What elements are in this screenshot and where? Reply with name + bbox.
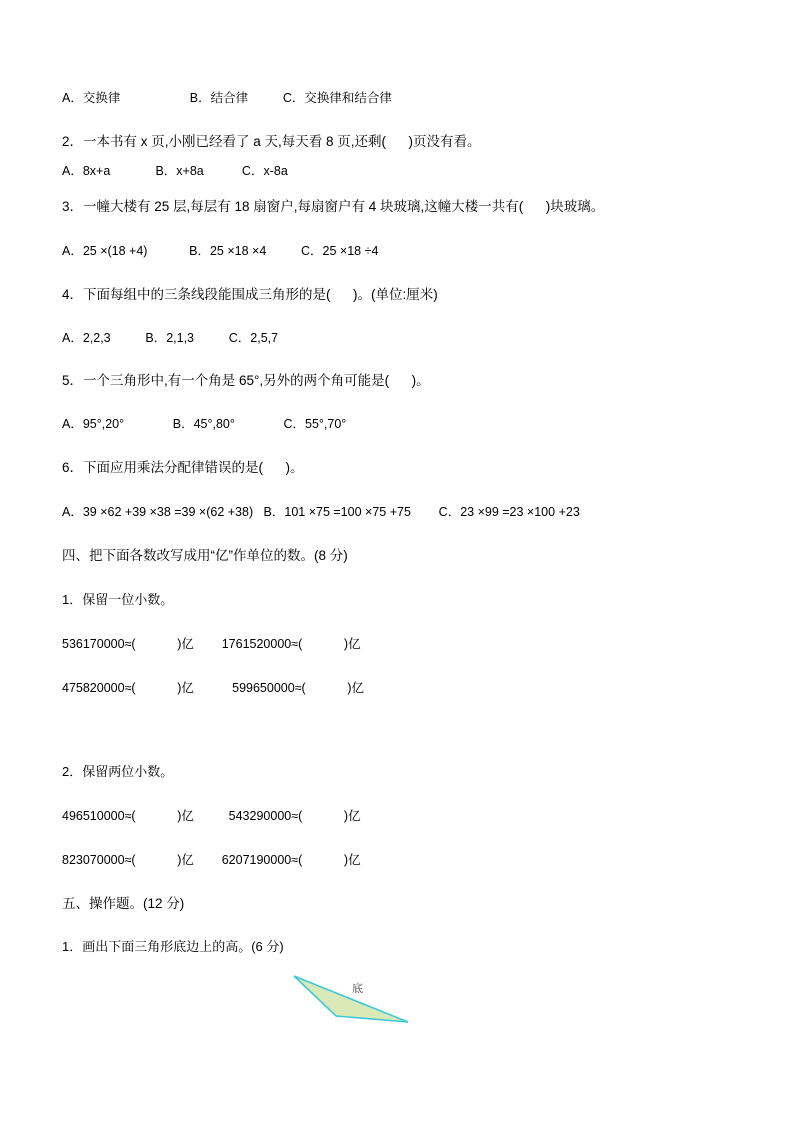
question-4-options: A．2,2,3 B．2,1,3 C．2,5,7 bbox=[62, 331, 279, 345]
number-row-4-1-b: 475820000≈( )亿 599650000≈( )亿 bbox=[62, 681, 365, 695]
question-2-options: A．8x+a B．x+8a C．x-8a bbox=[62, 164, 288, 178]
question-5-stem: 5．一个三角形中,有一个角是 65°,另外的两个角可能是( )。 bbox=[62, 373, 430, 388]
triangle-shape bbox=[290, 968, 420, 1030]
question-3-stem: 3．一幢大楼有 25 层,每层有 18 扇窗户,每扇窗户有 4 块玻璃,这幢大楼一共有( )块玻璃。 bbox=[62, 199, 605, 214]
question-6-options: A．39 ×62 +39 ×38 =39 ×(62 +38) B．101 ×75 =100 ×75 +75 C．23 ×99 =23 ×100 +23 bbox=[62, 505, 580, 519]
section-five-heading: 五、操作题。(12 分) bbox=[62, 896, 185, 911]
subsection-4-2-heading: 2．保留两位小数。 bbox=[62, 764, 174, 779]
number-row-4-2-a: 496510000≈( )亿 543290000≈( )亿 bbox=[62, 809, 361, 823]
triangle-base-label: 底 bbox=[352, 983, 363, 995]
question-1-options: A．交换律 B．结合律 C．交换律和结合律 bbox=[62, 91, 392, 105]
question-6-stem: 6．下面应用乘法分配律错误的是( )。 bbox=[62, 460, 304, 475]
subsection-4-1-heading: 1．保留一位小数。 bbox=[62, 592, 174, 607]
number-row-4-2-b: 823070000≈( )亿 6207190000≈( )亿 bbox=[62, 853, 361, 867]
triangle-figure bbox=[290, 968, 420, 1030]
question-4-stem: 4．下面每组中的三条线段能围成三角形的是( )。(单位:厘米) bbox=[62, 287, 438, 302]
question-3-options: A．25 ×(18 +4) B．25 ×18 ×4 C．25 ×18 ÷4 bbox=[62, 244, 379, 258]
question-2-stem: 2．一本书有 x 页,小刚已经看了 a 天,每天看 8 页,还剩( )页没有看。 bbox=[62, 134, 481, 149]
subsection-5-1-heading: 1．画出下面三角形底边上的高。(6 分) bbox=[62, 939, 284, 954]
number-row-4-1-a: 536170000≈( )亿 1761520000≈( )亿 bbox=[62, 637, 361, 651]
question-5-options: A．95°,20° B．45°,80° C．55°,70° bbox=[62, 417, 347, 431]
section-four-heading: 四、把下面各数改写成用“亿”作单位的数。(8 分) bbox=[62, 548, 348, 563]
